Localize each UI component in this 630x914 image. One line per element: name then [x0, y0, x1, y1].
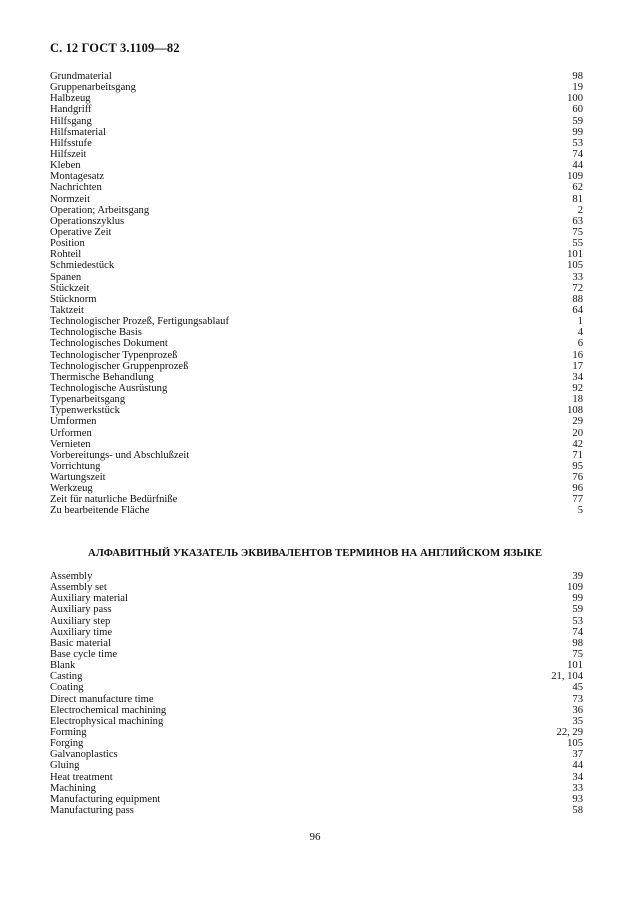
index-entry [50, 783, 583, 794]
index-page-number: 2 [577, 204, 583, 216]
index-term: Technologischer Prozeß, Fertigungsablauf [50, 316, 230, 328]
index-term: Manufacturing pass [50, 804, 134, 816]
index-term: Operationszyklus [50, 215, 125, 227]
index-page-number: 18 [572, 394, 583, 406]
index-term: Urformen [50, 427, 92, 439]
index-entry [50, 305, 583, 316]
index-entry [50, 216, 583, 227]
index-term: Base cycle time [50, 648, 118, 660]
index-page-number: 44 [572, 160, 583, 172]
index-page-number: 36 [572, 704, 583, 716]
index-entry [50, 627, 583, 638]
index-page-number: 53 [572, 615, 583, 627]
index-entry [50, 660, 583, 671]
index-page-number: 5 [577, 505, 583, 517]
index-page-number: 58 [572, 804, 583, 816]
index-term: Auxiliary step [50, 615, 111, 627]
index-entry [50, 383, 583, 394]
index-page-number: 72 [572, 282, 583, 294]
english-index-title: АЛФАВИТНЫЙ УКАЗАТЕЛЬ ЭКВИВАЛЕНТОВ ТЕРМИНОВ НА АНГЛИЙСКОМ ЯЗЫКЕ [87, 547, 543, 559]
index-entry [50, 450, 583, 461]
index-entry [50, 671, 583, 682]
index-term: Rohteil [50, 249, 82, 261]
index-entry [50, 593, 583, 604]
index-page-number: 16 [572, 349, 583, 361]
index-page-number: 34 [572, 771, 583, 783]
index-page-number: 105 [567, 738, 583, 750]
index-page-number: 21, 104 [551, 671, 583, 683]
index-term: Coating [50, 682, 84, 694]
index-page-number: 101 [567, 249, 583, 261]
index-term: Nachrichten [50, 182, 102, 194]
index-entry [50, 260, 583, 271]
index-term: Forming [50, 726, 87, 738]
index-entry [50, 194, 583, 205]
index-term: Electrochemical machining [50, 704, 167, 716]
index-term: Schmiedestück [50, 260, 115, 272]
index-page-number: 42 [572, 438, 583, 450]
index-entry [50, 760, 583, 771]
index-entry [50, 738, 583, 749]
index-entry [50, 338, 583, 349]
index-page-number: 88 [572, 293, 583, 305]
index-entry [50, 104, 583, 115]
index-entry [50, 716, 583, 727]
index-entry [50, 116, 583, 127]
index-entry [50, 227, 583, 238]
index-entry [50, 149, 583, 160]
index-term: Operation; Arbeitsgang [50, 204, 150, 216]
index-page-number: 98 [572, 637, 583, 649]
index-page-number: 71 [572, 449, 583, 461]
index-page-number: 33 [572, 271, 583, 283]
index-page-number: 45 [572, 682, 583, 694]
index-entry [50, 772, 583, 783]
index-term: Direct manufacture time [50, 693, 154, 705]
index-entry [50, 604, 583, 615]
index-term: Grundmaterial [50, 71, 112, 82]
index-page-number: 99 [572, 126, 583, 138]
index-term: Zeit für naturliche Bedürfniße [50, 494, 178, 506]
german-term-index [50, 71, 583, 517]
index-entry [50, 649, 583, 660]
index-term: Assembly [50, 571, 93, 582]
index-page-number: 60 [572, 104, 583, 116]
index-page-number: 77 [572, 494, 583, 506]
page-header: С. 12 ГОСТ 3.1109—82 [50, 41, 180, 55]
index-entry [50, 294, 583, 305]
index-entry [50, 638, 583, 649]
index-page-number: 81 [572, 193, 583, 205]
index-entry [50, 505, 583, 516]
index-page-number: 44 [572, 760, 583, 772]
index-entry [50, 727, 583, 738]
index-entry [50, 316, 583, 327]
index-page-number: 100 [567, 93, 583, 105]
index-entry [50, 350, 583, 361]
index-page-number: 101 [567, 660, 583, 672]
index-term: Auxiliary material [50, 593, 128, 605]
index-page-number: 96 [572, 483, 583, 495]
index-page-number: 108 [567, 405, 583, 417]
index-entry [50, 571, 583, 582]
index-entry [50, 82, 583, 93]
index-page-number: 17 [572, 360, 583, 372]
index-entry [50, 494, 583, 505]
index-page-number: 4 [577, 327, 583, 339]
index-entry [50, 93, 583, 104]
index-entry [50, 127, 583, 138]
index-entry [50, 439, 583, 450]
index-page-number: 59 [572, 604, 583, 616]
index-page-number: 33 [572, 782, 583, 794]
index-term: Galvanoplastics [50, 749, 118, 761]
index-term: Technologische Basis [50, 327, 142, 339]
index-term: Hilfsgang [50, 115, 92, 127]
index-page-number: 109 [567, 582, 583, 594]
index-term: Casting [50, 671, 83, 683]
index-term: Heat treatment [50, 771, 113, 783]
index-term: Auxiliary time [50, 626, 113, 638]
index-entry [50, 138, 583, 149]
index-page-number: 63 [572, 215, 583, 227]
index-page-number: 75 [572, 226, 583, 238]
index-entry [50, 805, 583, 816]
index-entry [50, 160, 583, 171]
index-term: Vernieten [50, 438, 91, 450]
index-term: Gluing [50, 760, 80, 772]
index-term: Forging [50, 738, 84, 750]
index-entry [50, 749, 583, 760]
index-entry [50, 205, 583, 216]
index-term: Technologische Ausrüstung [50, 382, 168, 394]
index-page-number: 37 [572, 749, 583, 761]
index-term: Stückzeit [50, 282, 90, 294]
index-term: Wartungszeit [50, 472, 106, 484]
index-entry [50, 582, 583, 593]
index-page-number: 34 [572, 371, 583, 383]
index-entry [50, 238, 583, 249]
index-term: Technologischer Gruppenprozeß [50, 360, 189, 372]
index-page-number: 74 [572, 626, 583, 638]
index-term: Werkzeug [50, 483, 93, 495]
index-page-number: 105 [567, 260, 583, 272]
index-entry [50, 272, 583, 283]
index-page-number: 1 [577, 316, 583, 328]
index-term: Typenarbeitsgang [50, 394, 126, 406]
index-term: Technologischer Typenprozeß [50, 349, 178, 361]
index-entry [50, 682, 583, 693]
index-page-number: 22, 29 [556, 726, 583, 738]
index-page-number: 39 [572, 571, 583, 582]
index-entry [50, 394, 583, 405]
index-page-number: 20 [572, 427, 583, 439]
index-page-number: 99 [572, 593, 583, 605]
index-term: Blank [50, 660, 76, 672]
index-term: Handgriff [50, 104, 92, 116]
index-page-number: 74 [572, 148, 583, 160]
index-entry [50, 361, 583, 372]
index-entry [50, 428, 583, 439]
index-entry [50, 182, 583, 193]
index-entry [50, 171, 583, 182]
index-entry [50, 794, 583, 805]
index-term: Spanen [50, 271, 82, 283]
index-entry [50, 71, 583, 82]
index-page-number: 73 [572, 693, 583, 705]
index-entry [50, 372, 583, 383]
index-page-number: 59 [572, 115, 583, 127]
index-term: Manufacturing equipment [50, 793, 161, 805]
index-term: Kleben [50, 160, 81, 172]
index-term: Hilfszeit [50, 148, 87, 160]
index-entry [50, 283, 583, 294]
index-term: Gruppenarbeitsgang [50, 82, 136, 94]
index-entry [50, 694, 583, 705]
index-entry [50, 405, 583, 416]
index-page-number: 76 [572, 472, 583, 484]
index-entry [50, 416, 583, 427]
index-entry [50, 472, 583, 483]
index-page-number: 6 [577, 338, 583, 350]
index-term: Zu bearbeitende Fläche [50, 505, 150, 517]
index-page-number: 92 [572, 382, 583, 394]
index-term: Basic material [50, 637, 111, 649]
index-page-number: 55 [572, 238, 583, 250]
index-term: Typenwerkstück [50, 405, 120, 417]
index-page-number: 109 [567, 171, 583, 183]
english-term-index [50, 571, 583, 816]
index-term: Hilfsstufe [50, 137, 92, 149]
index-page-number: 64 [572, 304, 583, 316]
index-page-number: 98 [572, 71, 583, 82]
index-term: Machining [50, 782, 96, 794]
index-term: Taktzeit [50, 304, 84, 316]
index-term: Auxiliary pass [50, 604, 112, 616]
index-term: Technologisches Dokument [50, 338, 168, 350]
index-page-number: 19 [572, 82, 583, 94]
index-term: Vorrichtung [50, 460, 101, 472]
index-page-number: 93 [572, 793, 583, 805]
index-page-number: 95 [572, 460, 583, 472]
index-entry [50, 249, 583, 260]
index-term: Halbzeug [50, 93, 91, 105]
index-term: Normzeit [50, 193, 91, 205]
index-page-number: 62 [572, 182, 583, 194]
index-page-number: 29 [572, 416, 583, 428]
index-term: Thermische Behandlung [50, 371, 154, 383]
index-term: Stücknorm [50, 293, 97, 305]
index-term: Umformen [50, 416, 97, 428]
index-entry [50, 327, 583, 338]
index-term: Assembly set [50, 582, 107, 594]
index-page-number: 53 [572, 137, 583, 149]
index-entry [50, 483, 583, 494]
index-entry [50, 461, 583, 472]
index-entry [50, 705, 583, 716]
index-term: Position [50, 238, 85, 250]
index-term: Montagesatz [50, 171, 105, 183]
index-page-number: 75 [572, 648, 583, 660]
index-term: Electrophysical machining [50, 715, 164, 727]
index-term: Operative Zeit [50, 226, 112, 238]
index-page-number: 35 [572, 715, 583, 727]
index-entry [50, 616, 583, 627]
page-number: 96 [309, 831, 321, 843]
index-term: Vorbereitungs- und Abschlußzeit [50, 449, 190, 461]
index-term: Hilfsmaterial [50, 126, 106, 138]
